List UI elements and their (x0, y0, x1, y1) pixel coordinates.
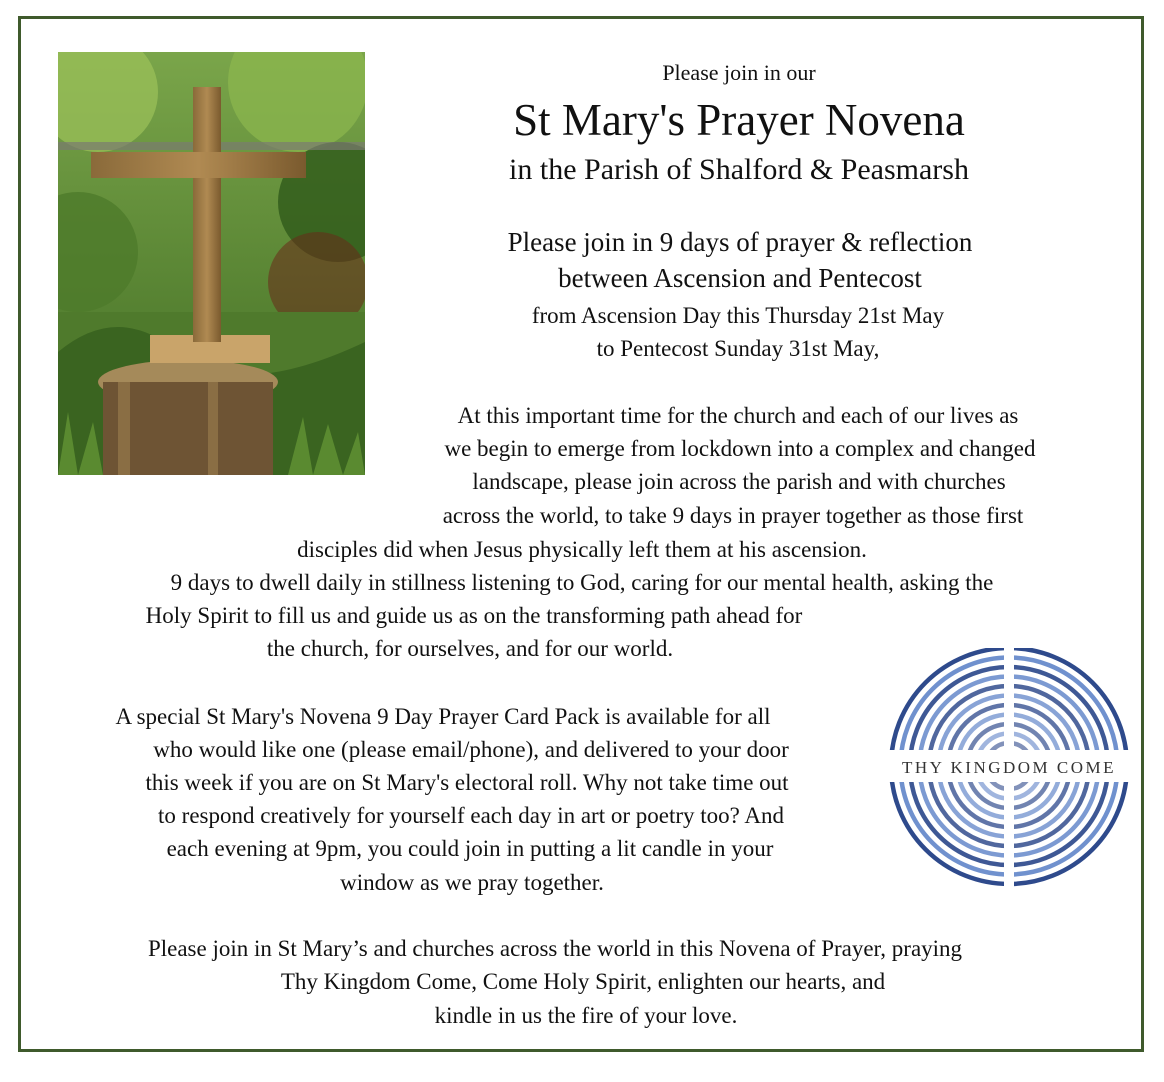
pack-line-2: who would like one (please email/phone), and delivered to your door (153, 737, 789, 762)
body-line-4: across the world, to take 9 days in prayer together as those first (442, 503, 1024, 528)
pack-line-1: A special St Mary's Novena 9 Day Prayer Card Pack is available for all (115, 704, 771, 729)
closing-line-1: Please join in St Mary’s and churches across the world in this Novena of Prayer, praying (147, 936, 963, 961)
dates-line-4: to Pentecost Sunday 31st May, (596, 336, 880, 361)
closing-line-2: Thy Kingdom Come, Come Holy Spirit, enlighten our hearts, and (280, 969, 886, 994)
dates-line-2: between Ascension and Pentecost (558, 263, 922, 293)
body-line-5: disciples did when Jesus physically left them at his ascension. (297, 537, 867, 562)
wooden-cross-photo (58, 52, 365, 475)
body-line-6: 9 days to dwell daily in stillness listening to God, caring for our mental health, asking the (170, 570, 994, 595)
body-line-1: At this important time for the church and each of our lives as (457, 403, 1019, 428)
body-line-8: the church, for ourselves, and for our world. (266, 636, 674, 661)
pack-line-4: to respond creatively for yourself each day in art or poetry too? And (158, 803, 784, 828)
thy-kingdom-come-logo (886, 648, 1132, 894)
dates-line-1: Please join in 9 days of prayer & reflection (507, 227, 973, 257)
body-line-2: we begin to emerge from lockdown into a complex and changed (444, 436, 1036, 461)
dates-line-3: from Ascension Day this Thursday 21st May (531, 303, 945, 328)
pack-line-6: window as we pray together. (340, 870, 604, 895)
body-line-3: landscape, please join across the parish and with churches (472, 469, 1006, 494)
pack-line-3: this week if you are on St Mary's electoral roll. Why not take time out (145, 770, 789, 795)
closing-line-3: kindle in us the fire of your love. (434, 1003, 738, 1028)
pack-line-5: each evening at 9pm, you could join in putting a lit candle in your (166, 836, 774, 861)
svg-text:THY KINGDOM COME: THY KINGDOM COME (901, 758, 1117, 777)
body-line-7: Holy Spirit to fill us and guide us as on the transforming path ahead for (145, 603, 803, 628)
page-subtitle: in the Parish of Shalford & Peasmarsh (509, 153, 969, 186)
intro-text: Please join in our (662, 60, 816, 85)
page-title: St Mary's Prayer Novena (513, 95, 965, 145)
